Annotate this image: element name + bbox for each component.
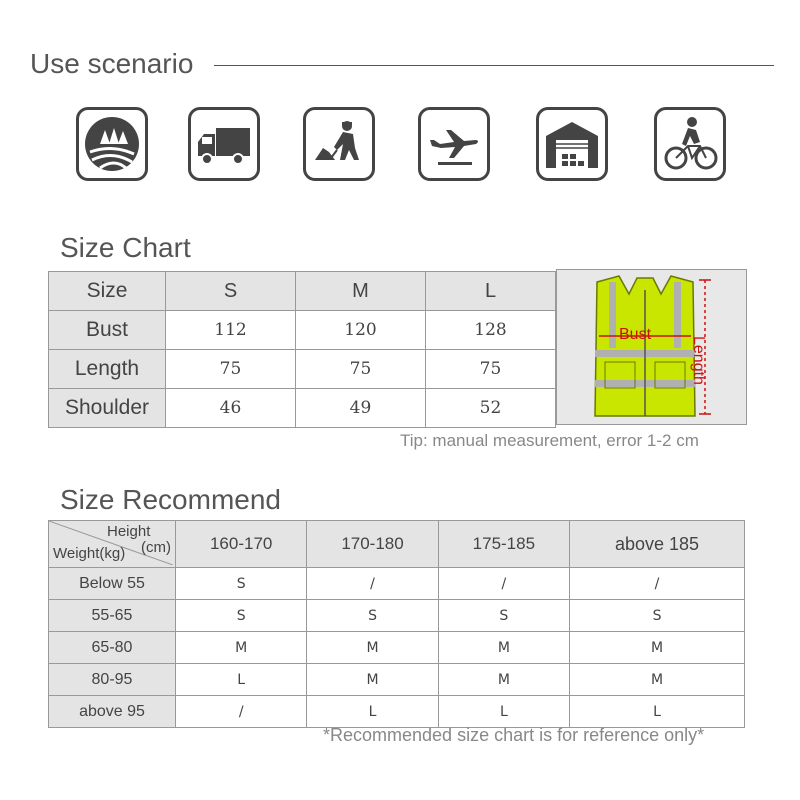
- size-recommend-table: [48, 520, 745, 728]
- size-recommend-title: Size Recommend: [60, 484, 281, 515]
- corner-weight-label: Weight(kg): [53, 545, 126, 562]
- size-recommend-header-row: [49, 521, 745, 568]
- size-chart-row: [49, 311, 556, 350]
- warehouse-icon: [536, 107, 608, 181]
- corner-height-label: Height: [107, 523, 151, 540]
- size-chart-header-m: M: [296, 272, 426, 311]
- size-chart-row-label: Bust: [49, 311, 166, 350]
- size-chart-row-label: Length: [49, 350, 166, 389]
- height-range-header: 160-170: [176, 521, 307, 568]
- truck-icon: [188, 107, 260, 181]
- airplane-icon: [418, 107, 490, 181]
- size-recommend-note: *Recommended size chart is for reference only*: [323, 725, 705, 745]
- construction-worker-icon: [303, 107, 375, 181]
- vest-length-label: Length: [690, 336, 707, 385]
- size-chart-row: [49, 350, 556, 389]
- size-chart-header-label: Size: [49, 272, 166, 311]
- size-chart-cell: 46: [166, 389, 296, 428]
- recommend-cell: /: [438, 568, 569, 600]
- weight-range-label: Below 55: [49, 568, 176, 600]
- recommend-cell: S: [570, 600, 745, 632]
- recommend-cell: M: [176, 632, 307, 664]
- weight-range-label: 65-80: [49, 632, 176, 664]
- recommend-cell: L: [570, 696, 745, 728]
- vest-diagram: [556, 269, 747, 425]
- recommend-cell: M: [307, 664, 438, 696]
- height-range-header: above 185: [570, 521, 745, 568]
- recommend-cell: L: [307, 696, 438, 728]
- size-recommend-corner-cell: [49, 521, 176, 568]
- size-recommend-row: [49, 568, 745, 600]
- recommend-cell: S: [438, 600, 569, 632]
- recommend-cell: L: [438, 696, 569, 728]
- corner-unit-label: (cm): [141, 539, 171, 556]
- height-range-header: 175-185: [438, 521, 569, 568]
- weight-range-label: 55-65: [49, 600, 176, 632]
- recommend-cell: S: [176, 568, 307, 600]
- size-recommend-row: [49, 632, 745, 664]
- size-chart-cell: 112: [166, 311, 296, 350]
- vest-illustration: [557, 270, 748, 426]
- recommend-cell: /: [176, 696, 307, 728]
- use-scenario-title: Use scenario: [30, 48, 194, 79]
- vest-bust-label: Bust: [619, 326, 652, 343]
- weight-range-label: above 95: [49, 696, 176, 728]
- size-recommend-row: [49, 664, 745, 696]
- recommend-cell: L: [176, 664, 307, 696]
- size-chart-header-row: [49, 272, 556, 311]
- use-scenario-rule: [214, 65, 774, 66]
- size-chart-row: [49, 389, 556, 428]
- cyclist-icon: [654, 107, 726, 181]
- size-chart-cell: 49: [296, 389, 426, 428]
- recommend-cell: M: [438, 632, 569, 664]
- weight-range-label: 80-95: [49, 664, 176, 696]
- size-chart-cell: 75: [166, 350, 296, 389]
- size-recommend-row: [49, 600, 745, 632]
- recommend-cell: /: [570, 568, 745, 600]
- size-chart-cell: 75: [426, 350, 556, 389]
- recommend-cell: S: [176, 600, 307, 632]
- forest-farm-icon: [76, 107, 148, 181]
- size-chart-title: Size Chart: [60, 232, 191, 263]
- height-range-header: 170-180: [307, 521, 438, 568]
- recommend-cell: M: [570, 632, 745, 664]
- recommend-cell: S: [307, 600, 438, 632]
- recommend-cell: /: [307, 568, 438, 600]
- size-recommend-row: [49, 696, 745, 728]
- size-chart-cell: 75: [296, 350, 426, 389]
- recommend-cell: M: [307, 632, 438, 664]
- size-chart-cell: 52: [426, 389, 556, 428]
- recommend-cell: M: [570, 664, 745, 696]
- size-chart-header-l: L: [426, 272, 556, 311]
- recommend-cell: M: [438, 664, 569, 696]
- size-chart-cell: 128: [426, 311, 556, 350]
- size-chart-tip: Tip: manual measurement, error 1-2 cm: [400, 431, 699, 450]
- size-chart-header-s: S: [166, 272, 296, 311]
- size-chart-row-label: Shoulder: [49, 389, 166, 428]
- size-chart-table: [48, 271, 556, 428]
- size-chart-cell: 120: [296, 311, 426, 350]
